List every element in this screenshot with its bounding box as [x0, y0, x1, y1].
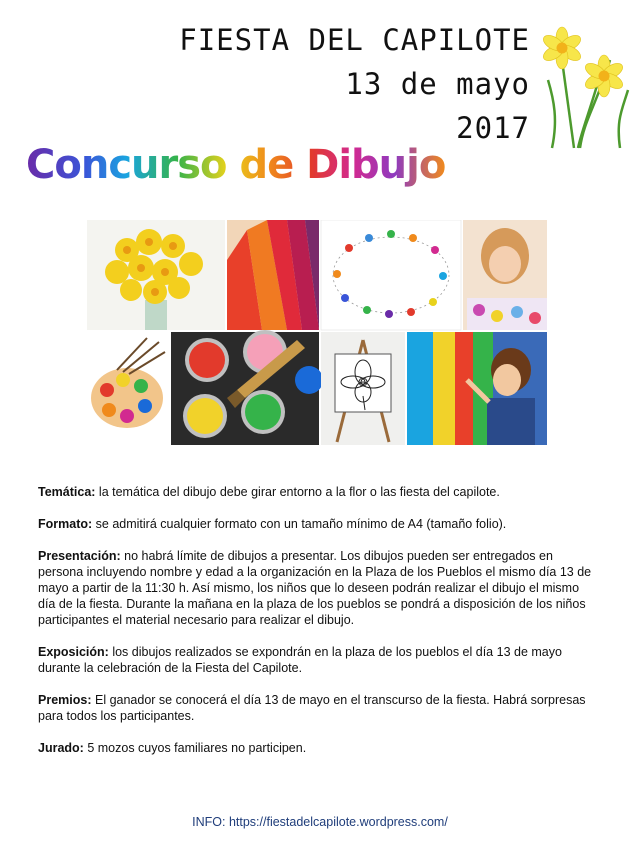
paint-palette-image: [87, 332, 169, 445]
paint-cans-image: [171, 330, 323, 445]
rule-text: no habrá límite de dibujos a presentar. Los dibujos pueden ser entregados en persona incluyendo nombre y edad a la organización en la Plaza de los Pueblos el mismo día 13 de mayo a partir de la 11:30 h. Así mismo, los niños que lo deseen podrán realizar el dibujo el mismo día de la fiesta. Durante la mañana en la plaza de los pueblos se pondrá a disposición de los niños participantes el material necesario para realizar el dibujo.: [38, 549, 592, 627]
rule-label: Presentación:: [38, 549, 121, 563]
rule-text: la temática del dibujo debe girar entorno a la flor o las fiesta del capilote.: [98, 485, 500, 499]
rule-label: Premios:: [38, 693, 92, 707]
girl-with-flowers-image: [463, 220, 547, 330]
rule-paragraph: [38, 644, 598, 676]
flower-drawing-easel-image: [321, 332, 405, 445]
daffodils-illustration: [540, 20, 635, 150]
rules-section: [38, 484, 598, 772]
rule-text: se admitirá cualquier formato con un tamaño mínimo de A4 (tamaño folio).: [95, 517, 507, 531]
rule-label: Formato:: [38, 517, 93, 531]
colored-pencils-image: [227, 220, 319, 330]
info-link[interactable]: INFO: https://fiestadelcapilote.wordpress.com/: [192, 815, 448, 829]
title-line-date: 13 de mayo: [345, 67, 530, 101]
rule-paragraph: [38, 516, 598, 532]
rule-label: Temática:: [38, 485, 96, 499]
title-line-year: 2017: [456, 111, 530, 145]
daffodil-bouquet-image: [87, 220, 225, 330]
rule-label: Exposición:: [38, 645, 109, 659]
title-line-event: FIESTA DEL CAPILOTE: [179, 23, 530, 57]
child-painting-wall-image: [407, 332, 547, 445]
rule-paragraph: [38, 740, 598, 756]
children-drawing-image: [321, 220, 461, 330]
poster-title: [179, 18, 530, 150]
rule-label: Jurado:: [38, 741, 84, 755]
rule-text: 5 mozos cuyos familiares no participen.: [87, 741, 307, 755]
rule-text: los dibujos realizados se expondrán en la plaza de los pueblos el día 13 de mayo durante la celebración de la Fiesta del Capilote.: [38, 645, 562, 675]
contest-banner: Concurso de Dibujo: [26, 142, 446, 188]
photo-collage: [87, 220, 547, 445]
rule-paragraph: [38, 692, 598, 724]
rule-text: El ganador se conocerá el día 13 de mayo en el transcurso de la fiesta. Habrá sorpresas para todos los participantes.: [38, 693, 586, 723]
rule-paragraph: [38, 548, 598, 628]
daffodil-flower-icon: [583, 55, 625, 97]
rule-paragraph: [38, 484, 598, 500]
daffodil-flower-icon: [541, 27, 583, 69]
